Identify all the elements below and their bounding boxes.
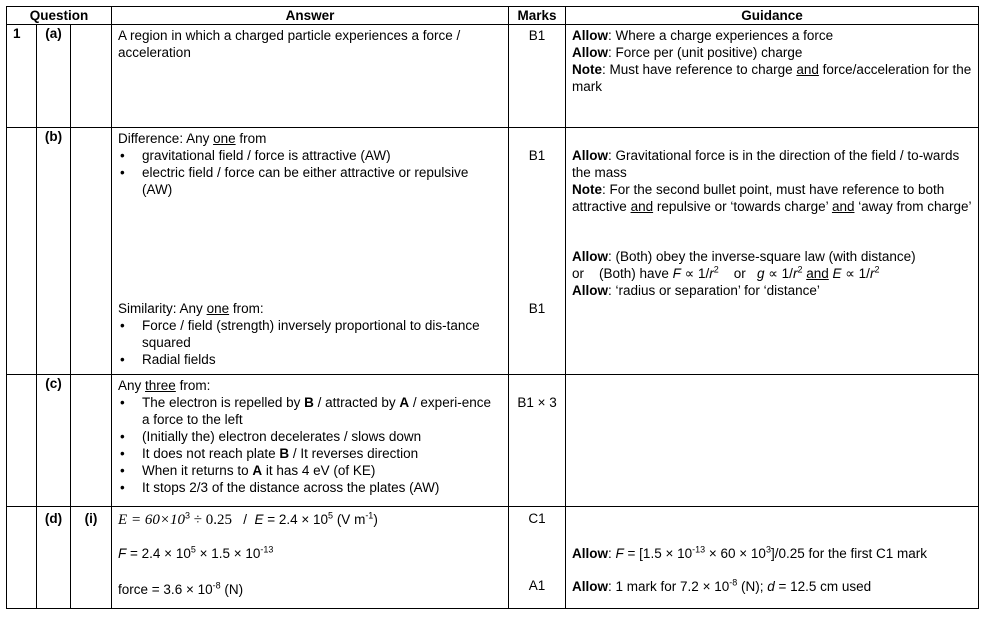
guidance-similarity: Allow: (Both) obey the inverse-square law (with distance) or (Both) have $F \propto 1/r^2$ or $g \propto 1/r^2$ and $E \propto 1/r^2$ Allow: ‘radius or separation’ for ‘distance’	[572, 249, 916, 298]
list-item: • Force / field (strength) inversely proportional to dis-tance squared	[142, 317, 502, 351]
guidance-cell	[566, 128, 979, 375]
list-item: • When it returns to A it has 4 eV (of KE)	[142, 462, 502, 479]
list-item: • It does not reach plate B / It reverses direction	[142, 445, 502, 462]
final-answer-line: force = $3.6 \times 10^{-8}$ (N)	[118, 580, 244, 597]
marks-cell	[509, 25, 566, 128]
question-number	[7, 507, 37, 609]
answer-intro: Any three from:	[118, 378, 211, 393]
list-item: • The electron is repelled by B / attracted by A / experi-ence a force to the left	[142, 394, 502, 428]
mark-value: B1	[528, 28, 546, 43]
header-question: Question	[7, 7, 112, 25]
answer-cell	[112, 375, 509, 507]
guidance-cell	[566, 507, 979, 609]
marks-cell	[509, 128, 566, 375]
header-guidance: Guidance	[566, 7, 979, 25]
guidance-line: Allow: Force per (unit positive) charge	[572, 45, 803, 60]
header-row	[7, 7, 979, 25]
question-number: 1	[7, 25, 37, 128]
mark-value: B1	[528, 301, 546, 316]
similarity-intro: Similarity: Any one from:	[118, 301, 264, 316]
table-row-1b	[7, 128, 979, 375]
guidance-difference: Allow: Gravitational force is in the direction of the field / to-wards the mass Note: For the second bullet point, must have reference to both attractive and repulsive or ‘towards charge’ and ‘away from charge’	[572, 148, 972, 214]
mark-value: B1 × 3	[517, 395, 557, 410]
table-row-1c	[7, 375, 979, 507]
mark-scheme-table	[6, 6, 979, 609]
header-marks: Marks	[509, 7, 566, 25]
question-part: (d)	[37, 507, 71, 609]
question-subpart: (i)	[71, 507, 112, 609]
working-line-2: $F = 2.4 \times 10^5 \times 1.5 \times 10^{-13}$	[118, 544, 274, 561]
answer-cell	[112, 507, 509, 609]
marks-cell	[509, 507, 566, 609]
difference-list	[118, 147, 502, 198]
question-subpart	[71, 25, 112, 128]
list-item: • electric field / force can be either attractive or repulsive (AW)	[142, 164, 502, 198]
answer-cell	[112, 25, 509, 128]
guidance-cell	[566, 375, 979, 507]
question-number	[7, 128, 37, 375]
table-row-1d-i	[7, 507, 979, 609]
mark-value: C1	[528, 511, 546, 526]
list-item: • Radial fields	[142, 351, 502, 368]
answer-text: A region in which a charged particle experiences a force / acceleration	[118, 28, 461, 60]
guidance-line: Allow: 1 mark for $7.2 \times 10^{-8}$ (N); d = 12.5 cm used	[572, 577, 872, 594]
question-part: (c)	[37, 375, 71, 507]
working-line-1: $E = 60\times 10^3 \div 0.25 / E = 2.4 \times 10^5$ (V $m^{-1}$)	[118, 510, 378, 528]
marks-cell	[509, 375, 566, 507]
guidance-cell	[566, 25, 979, 128]
table-row-1a	[7, 25, 979, 128]
list-item: • (Initially the) electron decelerates / slows down	[142, 428, 502, 445]
question-subpart	[71, 375, 112, 507]
similarity-list	[118, 317, 502, 368]
question-part: (b)	[37, 128, 71, 375]
guidance-line: Note: Must have reference to charge and force/acceleration for the mark	[572, 62, 972, 94]
guidance-line: Allow: Where a charge experiences a force	[572, 28, 834, 43]
guidance-line: Allow: $F = [1.5 \times 10^{-13} \times 60 \times 10^3]/0.25$ for the first C1 mark	[572, 544, 928, 561]
header-answer: Answer	[112, 7, 509, 25]
question-number	[7, 375, 37, 507]
question-part: (a)	[37, 25, 71, 128]
question-subpart	[71, 128, 112, 375]
mark-value: B1	[528, 148, 546, 163]
difference-intro: Difference: Any one from	[118, 131, 267, 146]
answer-cell	[112, 128, 509, 375]
list-item: • gravitational field / force is attractive (AW)	[142, 147, 502, 164]
mark-value: A1	[528, 578, 546, 593]
list-item: • It stops 2/3 of the distance across the plates (AW)	[142, 479, 502, 496]
answer-list	[118, 394, 502, 496]
